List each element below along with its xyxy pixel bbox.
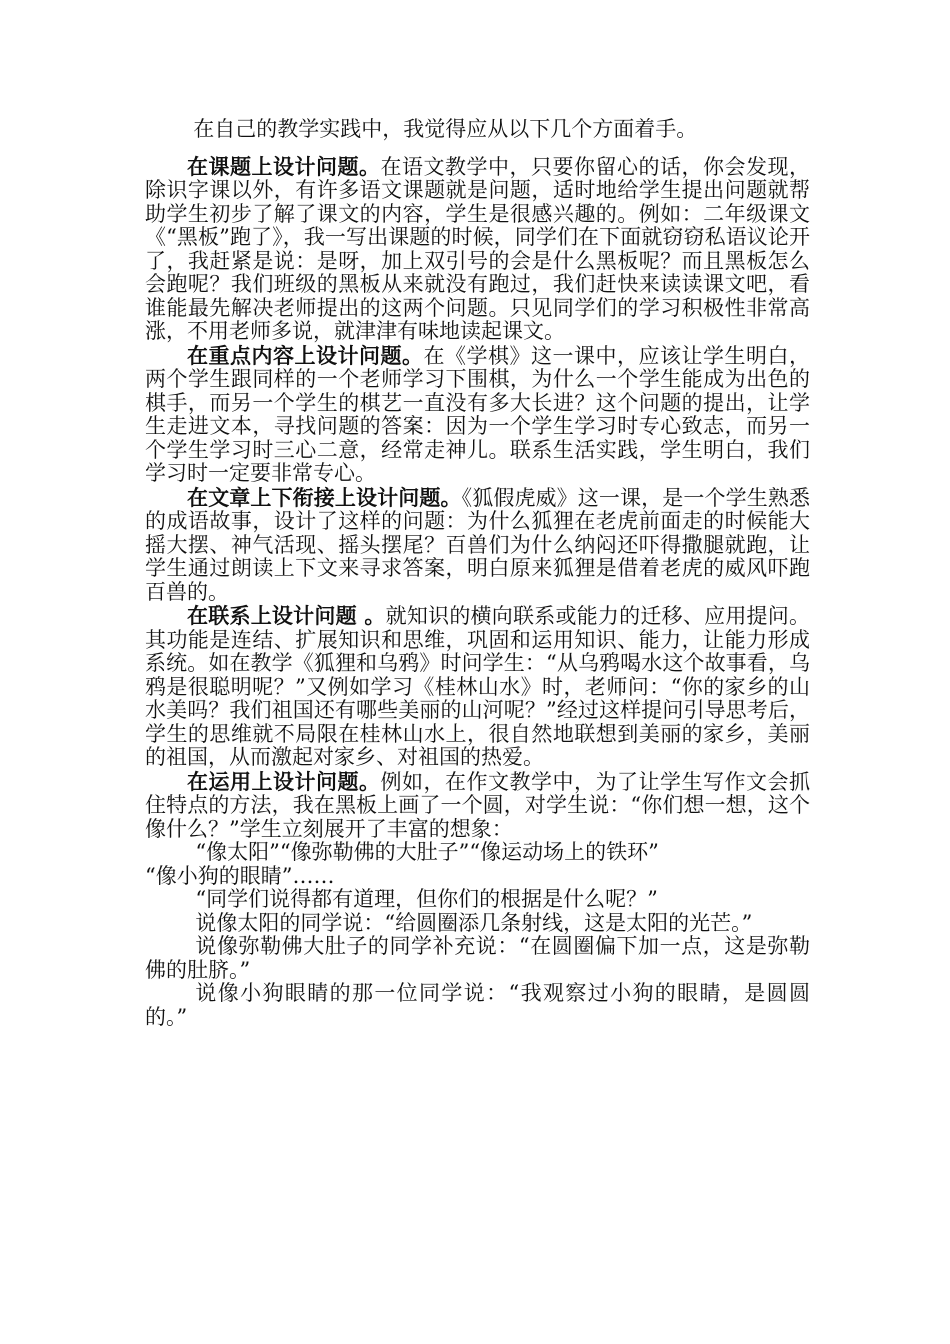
section-body: 就知识的横向联系或能力的迁移、应用提问。其功能是连结、扩展知识和思维，巩固和运用知识、能力，让能力形成系统。如在教学《狐狸和乌鸦》时问学生：“从乌鸦喝水这个故事看，乌鸦是很聪明呢？”又例如学习《桂林山水》时，老师问：“你的家乡的山水美吗？我们祖国还有哪些美丽的山河呢？”经过这样提问引导思考后，学生的思维就不局限在桂林山水上，很自然地联想到美丽的家乡，美丽的祖国，从而激起对家乡、对祖国的热爱。 [145,604,811,769]
section-heading: 在重点内容上设计问题。 [187,342,424,368]
section-body: 在《学棋》这一课中，应该让学生明白，两个学生跟同样的一个老师学习下围棋，为什么一个学生能成为出色的棋手，而另一个学生的棋艺一直没有多大长进？这个问题的提出，让学生走进文本，寻找问题的答案：因为一个学生学习时专心致志，而另一个学生学习时三心二意，经常走神儿。联系生活实践，学生明白，我们学习时一定要非常专心。 [145,343,810,485]
section-paragraph-transitions [145,486,810,605]
section-heading: 在运用上设计问题。 [187,768,381,794]
student-answers-line-1: “像太阳”“像弥勒佛的大肚子”“像运动场上的铁环” [195,840,659,864]
section-heading: 在文章上下衔接上设计问题。 [187,484,462,510]
document-page [145,118,810,1029]
section-heading: 在联系上设计问题 。 [187,603,386,628]
dialogue-line: 说像小狗眼睛的那一位同学说：“我观察过小狗的眼睛，是圆圆的。” [145,981,810,1029]
dialogue-line: “同学们说得都有道理，但你们的根据是什么呢？” [195,887,658,911]
section-paragraph-title-questions [145,155,810,344]
section-body: 例如，在作文教学中，为了让学生写作文会抓住特点的方法，我在黑板上画了一个圆，对学生说：“你们想一想，这个像什么？”学生立刻展开了丰富的想象： [145,769,810,841]
dialogue-line: 说像弥勒佛大肚子的同学补充说：“在圆圈偏下加一点，这是弥勒佛的肚脐。” [145,934,810,982]
section-body: 《狐假虎威》这一课，是一个学生熟悉的成语故事，设计了这样的问题：为什么狐狸在老虎前面走的时候能大摇大摆、神气活现、摇头摆尾？百兽们为什么纳闷还吓得撒腿就跑，让学生通过朗读上下文来寻求答案，明白原来狐狸是借着老虎的威风吓跑百兽的。 [145,485,811,604]
section-body: 在语文教学中，只要你留心的话，你会发现，除识字课以外，有许多语文课题就是问题，适时地给学生提出问题就帮助学生初步了解了课文的内容，学生是很感兴趣的。例如：二年级课文《“黑板”跑了》，我一写出课题的时候，同学们在下面就窃窃私语议论开了，我赶紧是说：是呀，加上双引号的会是什么黑板呢？而且黑板怎么会跑呢？我们班级的黑板从来就没有跑过，我们赶快来读读课文吧，看谁能最先解决老师提出的这两个问题。只见同学们的学习积极性非常高涨，不用老师多说，就津津有味地读起课文。 [145,154,810,343]
section-paragraph-application [145,770,810,842]
section-heading: 在课题上设计问题。 [187,153,381,179]
intro-paragraph: 在自己的教学实践中，我觉得应从以下几个方面着手。 [193,117,698,141]
section-paragraph-key-content [145,344,810,486]
dialogue-line: 说像太阳的同学说：“给圆圈添几条射线，这是太阳的光芒。” [195,910,753,935]
student-answers-line-2: “像小狗的眼睛”…… [145,863,335,888]
section-paragraph-connections [145,604,810,770]
